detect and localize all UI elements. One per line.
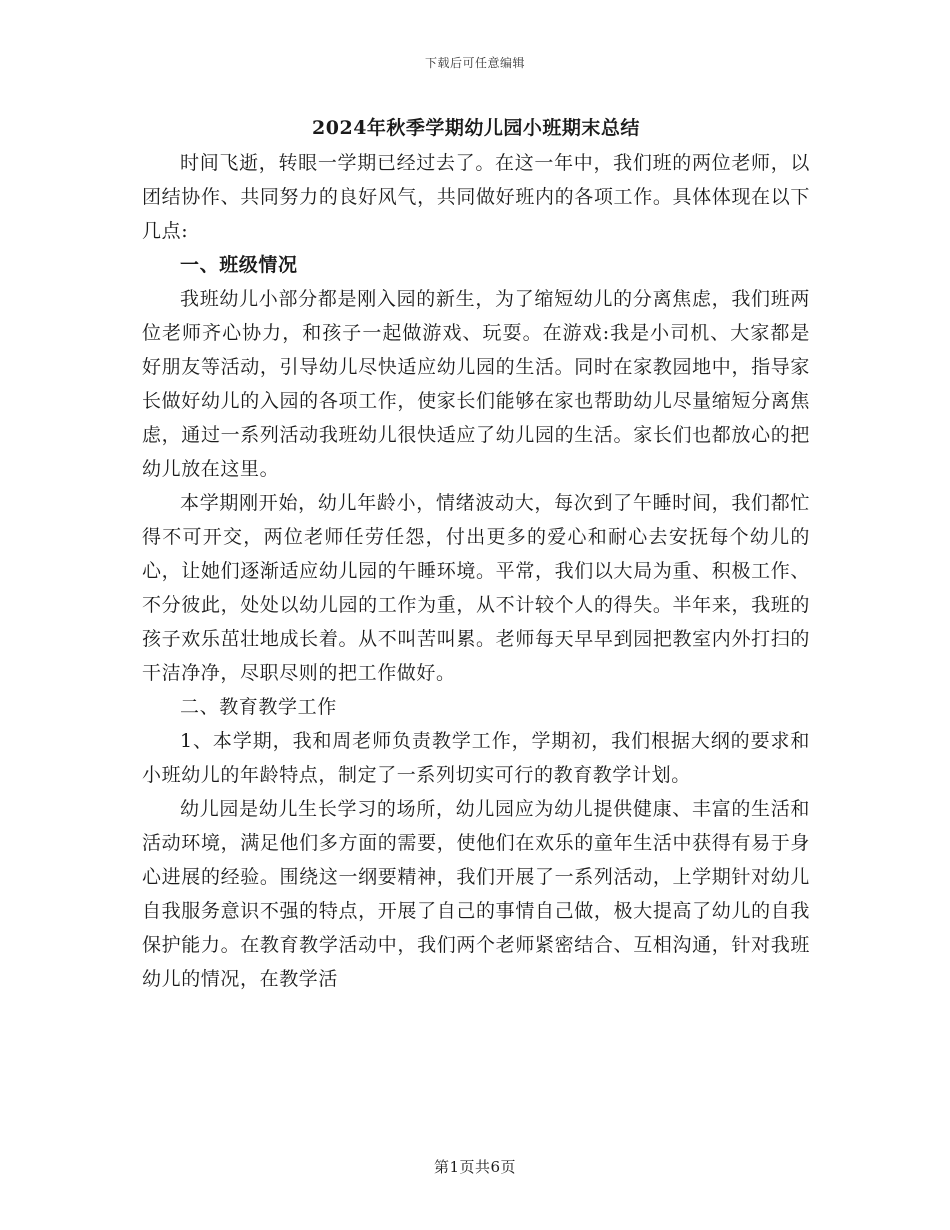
section-2-paragraph-1: 1、本学期，我和周老师负责教学工作，学期初，我们根据大纲的要求和小班幼儿的年龄特点，制定了一系列切实可行的教育教学计划。 xyxy=(142,730,810,786)
header-note: 下载后可任意编辑 xyxy=(424,56,525,70)
section-2-paragraph-2: 幼儿园是幼儿生长学习的场所，幼儿园应为幼儿提供健康、丰富的生活和活动环境，满足他们多方面的需要，使他们在欢乐的童年生活中获得有易于身心进展的经验。围绕这一纲要精神，我们开展了一系列活动，上学期针对幼儿自我服务意识不强的特点，开展了自己的事情自己做，极大提高了幼儿的自我保护能力。在教育教学活动中，我们两个老师紧密结合、互相沟通，针对我班幼儿的情况，在教学活 xyxy=(142,798,810,990)
page-indicator: 第1页共6页 xyxy=(433,1158,517,1176)
section-1-paragraph-2: 本学期刚开始，幼儿年龄小，情绪波动大，每次到了午睡时间，我们都忙得不可开交，两位老师任劳任怨，付出更多的爱心和耐心去安抚每个幼儿的心，让她们逐渐适应幼儿园的午睡环境。平常，我们以大局为重、积极工作、不分彼此，处处以幼儿园的工作为重，从不计较个人的得失。半年来，我班的孩子欢乐茁壮地成长着。从不叫苦叫累。老师每天早早到园把教室内外打扫的干洁净净，尽职尽则的把工作做好。 xyxy=(142,492,810,684)
section-1-paragraph-1: 我班幼儿小部分都是刚入园的新生，为了缩短幼儿的分离焦虑，我们班两位老师齐心协力，和孩子一起做游戏、玩耍。在游戏:我是小司机、大家都是好朋友等活动，引导幼儿尽快适应幼儿园的生活。同时在家教园地中，指导家长做好幼儿的入园的各项工作，使家长们能够在家也帮助幼儿尽量缩短分离焦虑，通过一系列活动我班幼儿很快适应了幼儿园的生活。家长们也都放心的把幼儿放在这里。 xyxy=(142,288,810,480)
intro-paragraph: 时间飞逝，转眼一学期已经过去了。在这一年中，我们班的两位老师，以团结协作、共同努力的良好风气，共同做好班内的各项工作。具体体现在以下几点: xyxy=(142,152,810,242)
document-body xyxy=(142,114,810,996)
section-1-heading: 一、班级情况 xyxy=(180,254,298,276)
document-title: 2024年秋季学期幼儿园小班期末总结 xyxy=(312,117,640,139)
section-2-heading: 二、教育教学工作 xyxy=(180,696,337,718)
